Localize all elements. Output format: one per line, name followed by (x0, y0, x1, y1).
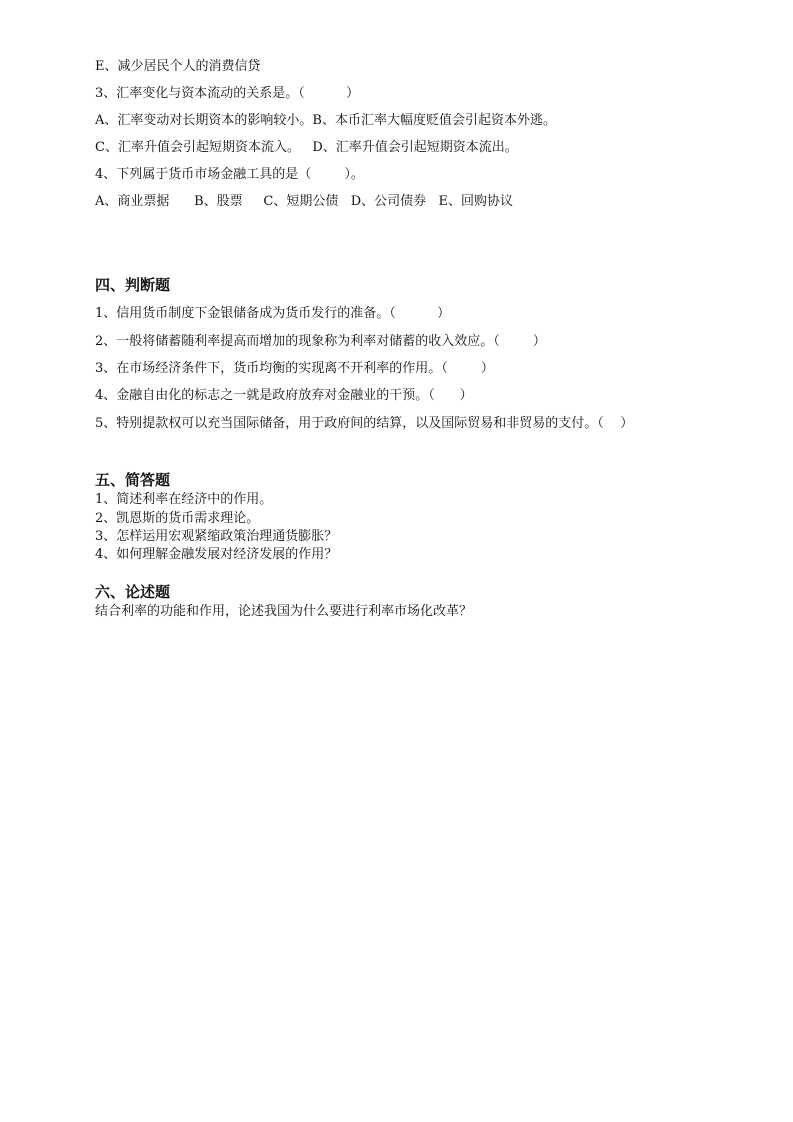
question-4-options: A、商业票据 B、股票 C、短期公债 D、公司债券 E、回购协议 (95, 194, 514, 209)
judgment-item-4: 4、金融自由化的标志之一就是政府放弃对金融业的干预。（ ） (95, 388, 473, 403)
question-3-options-cd: C、汇率升值会引起短期资本流入。 D、汇率升值会引起短期资本流出。 (95, 140, 518, 155)
judgment-item-2: 2、一般将储蓄随利率提高而增加的现象称为利率对储蓄的收入效应。（ ） (95, 334, 546, 349)
judgment-item-1: 1、信用货币制度下金银储备成为货币发行的准备。（ ） (95, 306, 451, 321)
short-answer-3: 3、怎样运用宏观紧缩政策治理通货膨胀？ (95, 529, 338, 544)
short-answer-1: 1、简述利率在经济中的作用。 (95, 492, 273, 507)
judgment-item-3: 3、在市场经济条件下，货币均衡的实现离不开利率的作用。（ ） (95, 361, 494, 376)
option-e-line: E、减少居民个人的消费信贷 (95, 59, 261, 74)
question-3-options-ab: A、汇率变动对长期资本的影响较小。B、本币汇率大幅度贬值会引起资本外逃。 (95, 113, 556, 128)
judgment-item-5: 5、特别提款权可以充当国际储备，用于政府间的结算，以及国际贸易和非贸易的支付。（ ） (95, 416, 634, 431)
essay-question: 结合利率的功能和作用，论述我国为什么要进行利率市场化改革？ (95, 604, 473, 619)
section-4-heading: 四、判断题 (95, 276, 171, 294)
section-6-heading: 六、论述题 (95, 583, 171, 601)
section-5-heading: 五、简答题 (95, 471, 171, 489)
question-3: 3、汇率变化与资本流动的关系是。（ ） (95, 86, 360, 101)
short-answer-4: 4、如何理解金融发展对经济发展的作用？ (95, 547, 338, 562)
short-answer-2: 2、凯恩斯的货币需求理论。 (95, 511, 260, 526)
question-4: 4、下列属于货币市场金融工具的是（ ）。 (95, 167, 364, 182)
